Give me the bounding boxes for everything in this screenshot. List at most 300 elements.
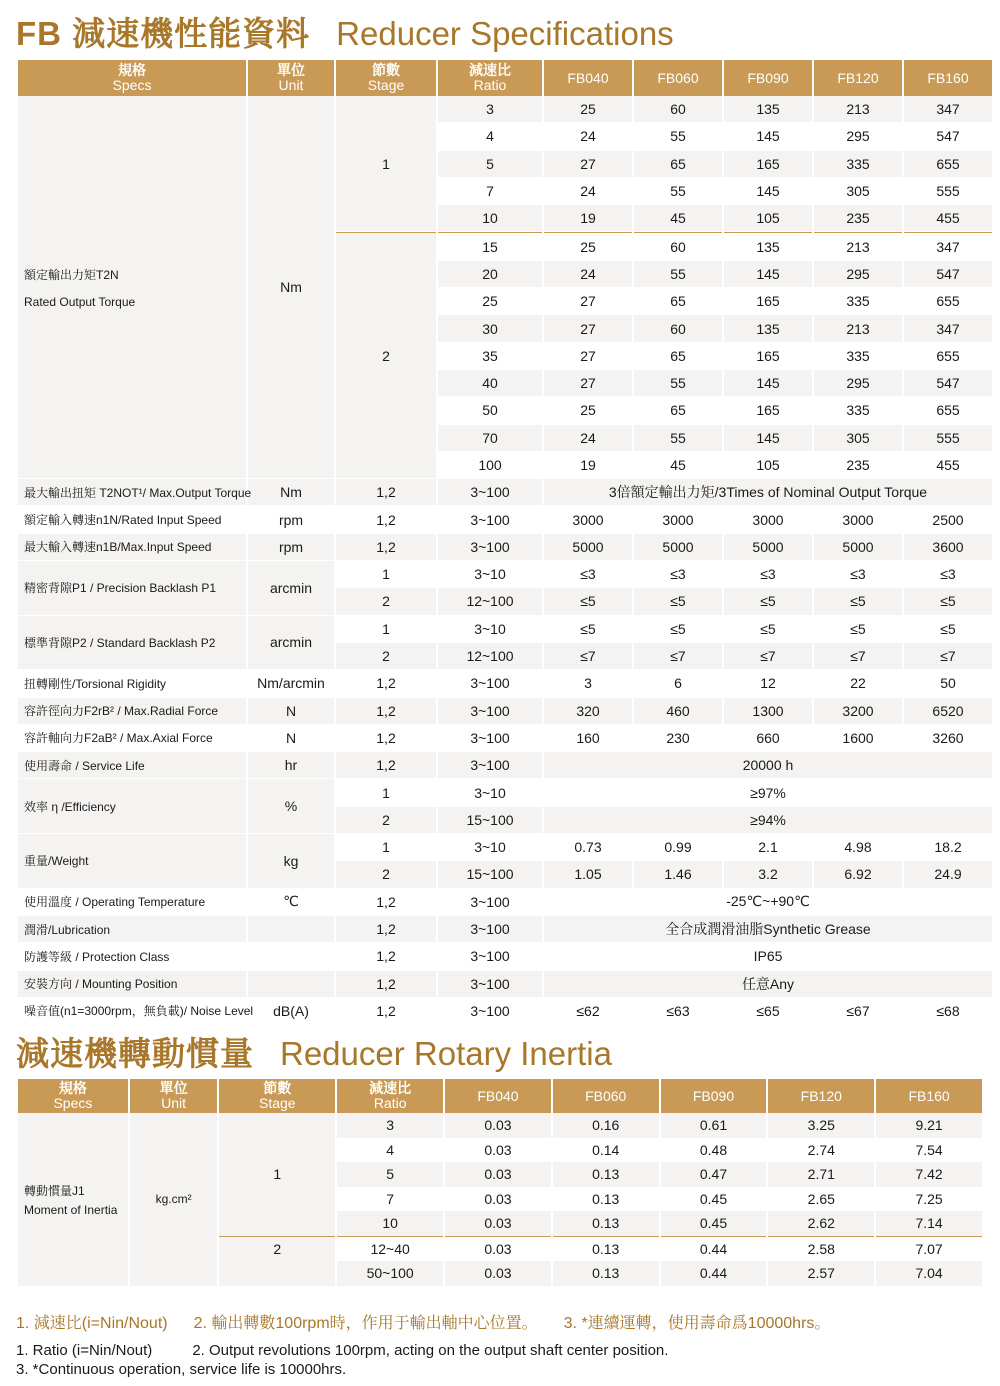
spec-value: 0.73 [544, 834, 632, 861]
spec-ratio: 12~100 [438, 588, 542, 615]
footnotes-zh [16, 1310, 984, 1333]
spec-value: ≤3 [814, 561, 902, 588]
spec-ratio: 15~100 [438, 861, 542, 888]
spec-ratio: 3~100 [438, 916, 542, 943]
inertia-table [16, 1079, 984, 1286]
footnote-en-2: 2. Output revolutions 100rpm, acting on the output shaft center position. [192, 1342, 669, 1359]
spec-ratio: 35 [438, 343, 542, 370]
spec-value: 3000 [814, 506, 902, 533]
spec-row [18, 506, 992, 533]
inertia-unit: kg.cm² [130, 1113, 217, 1286]
inertia-value: 7.14 [876, 1211, 982, 1236]
spec-stage: 2 [336, 643, 436, 670]
spec-value: 4.98 [814, 834, 902, 861]
spec-ratio: 15~100 [438, 807, 542, 834]
spec-span-value: IP65 [544, 943, 992, 970]
spec-span-value: 全合成潤滑油脂Synthetic Grease [544, 916, 992, 943]
spec-ratio: 3~100 [438, 998, 542, 1025]
inertia-stage [219, 1211, 335, 1236]
inertia-value: 0.44 [661, 1261, 767, 1286]
spec-label: 標準背隙P2 / Standard Backlash P2 [18, 616, 246, 671]
spec-value: ≤5 [544, 588, 632, 615]
spec-stage: 1,2 [336, 479, 436, 506]
spec-value: 165 [724, 343, 812, 370]
spec-value: ≤67 [814, 998, 902, 1025]
spec-value: 2.1 [724, 834, 812, 861]
spec-label: 容許軸向力F2aB² / Max.Axial Force [18, 725, 246, 752]
inertia-value: 7.25 [915, 1190, 943, 1207]
spec-label [18, 96, 246, 479]
spec-stage: 2 [336, 232, 436, 479]
inertia-value: 7.54 [915, 1141, 943, 1158]
spec-value: 5000 [544, 534, 632, 561]
spec-unit: % [248, 779, 334, 834]
inertia-value: 0.13 [592, 1190, 620, 1207]
spec-span-value: -25℃~+90℃ [544, 889, 992, 916]
inertia-value: 0.03 [445, 1113, 551, 1138]
inertia-value: 0.45 [699, 1190, 728, 1207]
spec-value: 3260 [904, 725, 992, 752]
spec-value: ≤7 [544, 643, 632, 670]
spec-value: 55 [634, 178, 722, 205]
spec-unit: Nm [248, 479, 334, 506]
spec-value: 455 [904, 205, 992, 232]
spec-value: 145 [724, 123, 812, 150]
spec-value: 27 [544, 288, 632, 315]
spec-value: 6.92 [814, 861, 902, 888]
spec-ratio: 3~10 [438, 561, 542, 588]
spec-span-value: ≥97% [544, 779, 992, 806]
spec-stage: 1 [336, 96, 436, 232]
spec-value: 460 [634, 698, 722, 725]
header-model: FB040 [544, 60, 632, 96]
spec-value: 145 [724, 178, 812, 205]
spec-value: 65 [634, 343, 722, 370]
spec-value: 6520 [904, 698, 992, 725]
spec-value: 165 [724, 288, 812, 315]
spec-value: ≤7 [904, 643, 992, 670]
footnote-zh-2: 2. 輸出轉數100rpm時，作用于輸出軸中心位置。 [193, 1315, 538, 1332]
spec-value: 27 [544, 315, 632, 342]
spec-value: 3000 [634, 506, 722, 533]
header-model: FB090 [661, 1079, 767, 1113]
inertia-value: 0.61 [661, 1113, 767, 1138]
inertia-value: 2.65 [807, 1190, 835, 1207]
spec-value: 0.99 [634, 834, 722, 861]
spec-value: 3000 [724, 506, 812, 533]
inertia-value: 9.21 [876, 1113, 982, 1138]
spec-unit: dB(A) [248, 998, 334, 1025]
spec-label: 扭轉剛性/Torsional Rigidity [18, 670, 246, 697]
spec-ratio: 3~10 [438, 834, 542, 861]
spec-ratio: 5 [438, 151, 542, 178]
spec-stage: 1,2 [336, 971, 436, 998]
spec-value: 547 [904, 370, 992, 397]
spec-value: 1300 [724, 698, 812, 725]
spec-value: 27 [544, 370, 632, 397]
spec-header-row [18, 60, 992, 96]
header-model: FB120 [814, 60, 902, 96]
spec-ratio: 3 [438, 96, 542, 123]
spec-value: 5000 [724, 534, 812, 561]
spec-stage: 1 [336, 616, 436, 643]
spec-ratio: 3~100 [438, 971, 542, 998]
spec-span-value: 20000 h [544, 752, 992, 779]
spec-value: ≤7 [724, 643, 812, 670]
inertia-label-zh: 轉動慣量J1 [24, 1183, 85, 1198]
spec-label-en: Rated Output Torque [24, 294, 136, 309]
header-model: FB160 [876, 1079, 982, 1113]
spec-stage: 1,2 [336, 889, 436, 916]
spec-value: 27 [544, 151, 632, 178]
spec-value: 305 [814, 425, 902, 452]
spec-value: ≤5 [724, 616, 812, 643]
spec-stage: 2 [336, 588, 436, 615]
inertia-ratio: 5 [337, 1162, 443, 1187]
spec-value: 18.2 [904, 834, 992, 861]
spec-value: ≤3 [904, 561, 992, 588]
spec-ratio: 3~10 [438, 779, 542, 806]
spec-row [18, 834, 992, 861]
spec-label: 噪音值(n1=3000rpm，無負載)/ Noise Level [18, 998, 246, 1025]
spec-value: 555 [904, 178, 992, 205]
spec-stage: 1,2 [336, 534, 436, 561]
spec-ratio: 3~100 [438, 506, 542, 533]
spec-ratio: 20 [438, 261, 542, 288]
spec-value: 5000 [814, 534, 902, 561]
spec-label: 額定輸入轉速n1N/Rated Input Speed [18, 506, 246, 533]
spec-value: 65 [634, 151, 722, 178]
spec-value: ≤5 [634, 588, 722, 615]
spec-stage: 1 [336, 561, 436, 588]
spec-title-zh: FB 減速機性能資料 [16, 15, 311, 52]
spec-value: 25 [544, 96, 632, 123]
spec-label: 潤滑/Lubrication [18, 916, 246, 943]
footnotes [16, 1310, 984, 1379]
spec-value: ≤5 [904, 616, 992, 643]
spec-label: 重量/Weight [18, 834, 246, 889]
spec-value: 347 [904, 232, 992, 260]
footnotes-en [16, 1341, 984, 1379]
spec-row [18, 616, 992, 643]
spec-ratio: 3~100 [438, 534, 542, 561]
header-specs: 規格 Specs [18, 1079, 128, 1113]
spec-value: 25 [544, 397, 632, 424]
spec-stage: 1,2 [336, 943, 436, 970]
spec-value: 45 [634, 452, 722, 479]
spec-value: 22 [814, 670, 902, 697]
spec-value: ≤63 [634, 998, 722, 1025]
spec-value: 12 [724, 670, 812, 697]
inertia-value: 0.48 [699, 1141, 728, 1158]
inertia-value: 2.57 [768, 1261, 874, 1286]
spec-value: 335 [814, 343, 902, 370]
spec-value: 55 [634, 425, 722, 452]
spec-ratio: 3~100 [438, 479, 542, 506]
spec-value: 235 [814, 205, 902, 232]
header-unit: 單位 Unit [248, 60, 334, 96]
spec-value: 19 [544, 452, 632, 479]
spec-value: 295 [814, 261, 902, 288]
spec-value: 305 [814, 178, 902, 205]
spec-stage: 1,2 [336, 998, 436, 1025]
spec-value: ≤5 [904, 588, 992, 615]
spec-value: ≤7 [634, 643, 722, 670]
spec-value: ≤5 [724, 588, 812, 615]
header-model: FB090 [724, 60, 812, 96]
spec-unit: arcmin [248, 561, 334, 616]
spec-ratio: 100 [438, 452, 542, 479]
inertia-stage [219, 1187, 335, 1212]
spec-unit [248, 971, 334, 998]
spec-value: 24 [544, 425, 632, 452]
spec-value: 347 [904, 96, 992, 123]
spec-value: 335 [814, 288, 902, 315]
spec-unit: rpm [248, 534, 334, 561]
inertia-value: 7.42 [876, 1162, 982, 1187]
spec-value: 1600 [814, 725, 902, 752]
inertia-value: 0.03 [484, 1190, 512, 1207]
spec-value: 3.2 [724, 861, 812, 888]
spec-unit: ℃ [248, 889, 334, 916]
header-stage: 節數 Stage [336, 60, 436, 96]
inertia-value: 0.13 [553, 1162, 659, 1187]
inertia-value: 0.44 [661, 1236, 767, 1262]
spec-label: 容許徑向力F2rB² / Max.Radial Force [18, 698, 246, 725]
inertia-title [16, 1028, 612, 1072]
spec-value: 65 [634, 288, 722, 315]
spec-value: 347 [904, 315, 992, 342]
spec-value: 65 [634, 397, 722, 424]
spec-row [18, 889, 992, 916]
footnote-en-3: 3. *Continuous operation, service life is 10000hrs. [16, 1361, 347, 1378]
spec-value: 5000 [634, 534, 722, 561]
spec-row [18, 725, 992, 752]
spec-value: 25 [544, 232, 632, 260]
spec-value: 160 [544, 725, 632, 752]
spec-value: 27 [544, 343, 632, 370]
inertia-value: 0.03 [445, 1211, 551, 1236]
inertia-value: 0.03 [484, 1141, 512, 1158]
spec-value: 230 [634, 725, 722, 752]
spec-value: 165 [724, 151, 812, 178]
header-ratio: 減速比 Ratio [337, 1079, 443, 1113]
inertia-ratio: 7 [386, 1190, 395, 1207]
inertia-value: 2.58 [768, 1236, 874, 1262]
spec-value: 655 [904, 343, 992, 370]
spec-ratio: 3~100 [438, 752, 542, 779]
spec-value: 213 [814, 232, 902, 260]
inertia-ratio: 12~40 [337, 1236, 443, 1262]
header-unit: 單位 Unit [130, 1079, 217, 1113]
spec-ratio: 12~100 [438, 643, 542, 670]
spec-value: ≤7 [814, 643, 902, 670]
inertia-value: 0.16 [553, 1113, 659, 1138]
spec-value: 145 [724, 370, 812, 397]
spec-value: ≤5 [544, 616, 632, 643]
inertia-stage: 1 [219, 1162, 335, 1187]
spec-value: 24 [544, 261, 632, 288]
spec-span-value: 任意Any [544, 971, 992, 998]
spec-stage: 1,2 [336, 670, 436, 697]
spec-label: 使用壽命 / Service Life [18, 752, 246, 779]
inertia-value: 0.13 [553, 1211, 659, 1236]
spec-unit: kg [248, 834, 334, 889]
spec-ratio: 10 [438, 205, 542, 232]
spec-ratio: 30 [438, 315, 542, 342]
inertia-value: 0.03 [445, 1162, 551, 1187]
inertia-stage [219, 1138, 335, 1163]
spec-stage: 1,2 [336, 752, 436, 779]
spec-value: ≤5 [634, 616, 722, 643]
inertia-ratio: 3 [337, 1113, 443, 1138]
spec-value: ≤3 [544, 561, 632, 588]
spec-label: 最大輸入轉速n1B/Max.Input Speed [18, 534, 246, 561]
spec-value: 60 [634, 232, 722, 260]
spec-value: 50 [904, 670, 992, 697]
header-model: FB040 [445, 1079, 551, 1113]
spec-value: 60 [634, 315, 722, 342]
inertia-title-en: Reducer Rotary Inertia [280, 1035, 612, 1072]
spec-ratio: 40 [438, 370, 542, 397]
spec-row [18, 479, 992, 506]
spec-label: 最大輸出扭矩 T2NOT¹/ Max.Output Torque [18, 479, 246, 506]
spec-value: 555 [904, 425, 992, 452]
inertia-title-zh: 減速機轉動慣量 [16, 1035, 254, 1072]
spec-label: 安裝方向 / Mounting Position [18, 971, 246, 998]
spec-value: ≤3 [634, 561, 722, 588]
spec-ratio: 4 [438, 123, 542, 150]
inertia-row [18, 1113, 982, 1138]
spec-value: 213 [814, 315, 902, 342]
footnote-zh-3: 3. *連續運轉，使用壽命爲10000hrs。 [563, 1315, 831, 1332]
spec-value: 320 [544, 698, 632, 725]
spec-ratio: 7 [438, 178, 542, 205]
spec-ratio: 3~100 [438, 670, 542, 697]
spec-value: 547 [904, 123, 992, 150]
spec-span-value: 3倍額定輸出力矩/3Times of Nominal Output Torque [544, 479, 992, 506]
spec-value: 105 [724, 205, 812, 232]
spec-value: 3000 [544, 506, 632, 533]
spec-value: 145 [724, 425, 812, 452]
spec-unit [248, 916, 334, 943]
spec-row [18, 916, 992, 943]
inertia-value: 0.13 [553, 1236, 659, 1262]
spec-row [18, 779, 992, 806]
spec-row [18, 698, 992, 725]
footnote-zh-1: 1. 減速比(i=Nin/Nout) [16, 1315, 168, 1332]
spec-row [18, 534, 992, 561]
inertia-value: 0.03 [445, 1261, 551, 1286]
spec-row [18, 943, 992, 970]
spec-label: 效率 η /Efficiency [18, 779, 246, 834]
spec-title [16, 8, 674, 52]
header-model: FB060 [634, 60, 722, 96]
spec-stage: 1 [336, 834, 436, 861]
spec-label-zh: 額定輸出力矩T2N [24, 267, 119, 282]
spec-value: 6 [634, 670, 722, 697]
spec-value: 3200 [814, 698, 902, 725]
inertia-header-row [18, 1079, 982, 1113]
spec-value: 335 [814, 151, 902, 178]
inertia-ratio: 50~100 [337, 1261, 443, 1286]
spec-value: ≤65 [724, 998, 812, 1025]
spec-value: 165 [724, 397, 812, 424]
spec-ratio: 50 [438, 397, 542, 424]
spec-ratio: 25 [438, 288, 542, 315]
inertia-ratio: 4 [386, 1141, 395, 1158]
spec-ratio: 3~10 [438, 616, 542, 643]
spec-row [18, 971, 992, 998]
spec-value: 2500 [904, 506, 992, 533]
spec-value: 335 [814, 397, 902, 424]
spec-stage: 1,2 [336, 698, 436, 725]
header-model: FB160 [904, 60, 992, 96]
header-specs: 規格 Specs [18, 60, 246, 96]
footnote-en-1: 1. Ratio (i=Nin/Nout) [16, 1342, 153, 1359]
spec-value: 55 [634, 123, 722, 150]
spec-value: 295 [814, 123, 902, 150]
spec-stage: 1,2 [336, 506, 436, 533]
spec-value: 24 [544, 123, 632, 150]
spec-ratio: 3~100 [438, 889, 542, 916]
spec-value: 60 [634, 96, 722, 123]
spec-value: 135 [724, 315, 812, 342]
spec-stage: 1,2 [336, 725, 436, 752]
inertia-stage: 2 [219, 1236, 335, 1262]
spec-unit [248, 943, 334, 970]
header-model: FB120 [768, 1079, 874, 1113]
spec-unit: rpm [248, 506, 334, 533]
inertia-ratio: 10 [337, 1211, 443, 1236]
inertia-value: 2.71 [768, 1162, 874, 1187]
spec-label: 精密背隙P1 / Precision Backlash P1 [18, 561, 246, 616]
spec-unit: hr [248, 752, 334, 779]
spec-unit: arcmin [248, 616, 334, 671]
spec-value: 1.05 [544, 861, 632, 888]
spec-stage: 1 [336, 779, 436, 806]
inertia-value: 2.62 [768, 1211, 874, 1236]
spec-unit: Nm/arcmin [248, 670, 334, 697]
spec-row [18, 670, 992, 697]
inertia-label [18, 1113, 128, 1286]
spec-value: 105 [724, 452, 812, 479]
spec-ratio: 3~100 [438, 943, 542, 970]
spec-stage: 2 [336, 861, 436, 888]
spec-span-value: ≥94% [544, 807, 992, 834]
spec-value: 660 [724, 725, 812, 752]
spec-value: 145 [724, 261, 812, 288]
spec-value: 655 [904, 397, 992, 424]
inertia-value: 0.45 [661, 1211, 767, 1236]
spec-value: 213 [814, 96, 902, 123]
spec-value: 3600 [904, 534, 992, 561]
spec-value: 655 [904, 288, 992, 315]
inertia-value: 0.47 [661, 1162, 767, 1187]
spec-value: 235 [814, 452, 902, 479]
spec-ratio: 70 [438, 425, 542, 452]
spec-stage: 1,2 [336, 916, 436, 943]
spec-value: 135 [724, 232, 812, 260]
spec-value: 24.9 [904, 861, 992, 888]
spec-value: ≤62 [544, 998, 632, 1025]
spec-value: 24 [544, 178, 632, 205]
inertia-value: 0.13 [553, 1261, 659, 1286]
spec-value: ≤68 [904, 998, 992, 1025]
spec-table [16, 60, 994, 1025]
spec-value: 135 [724, 96, 812, 123]
inertia-value: 3.25 [768, 1113, 874, 1138]
